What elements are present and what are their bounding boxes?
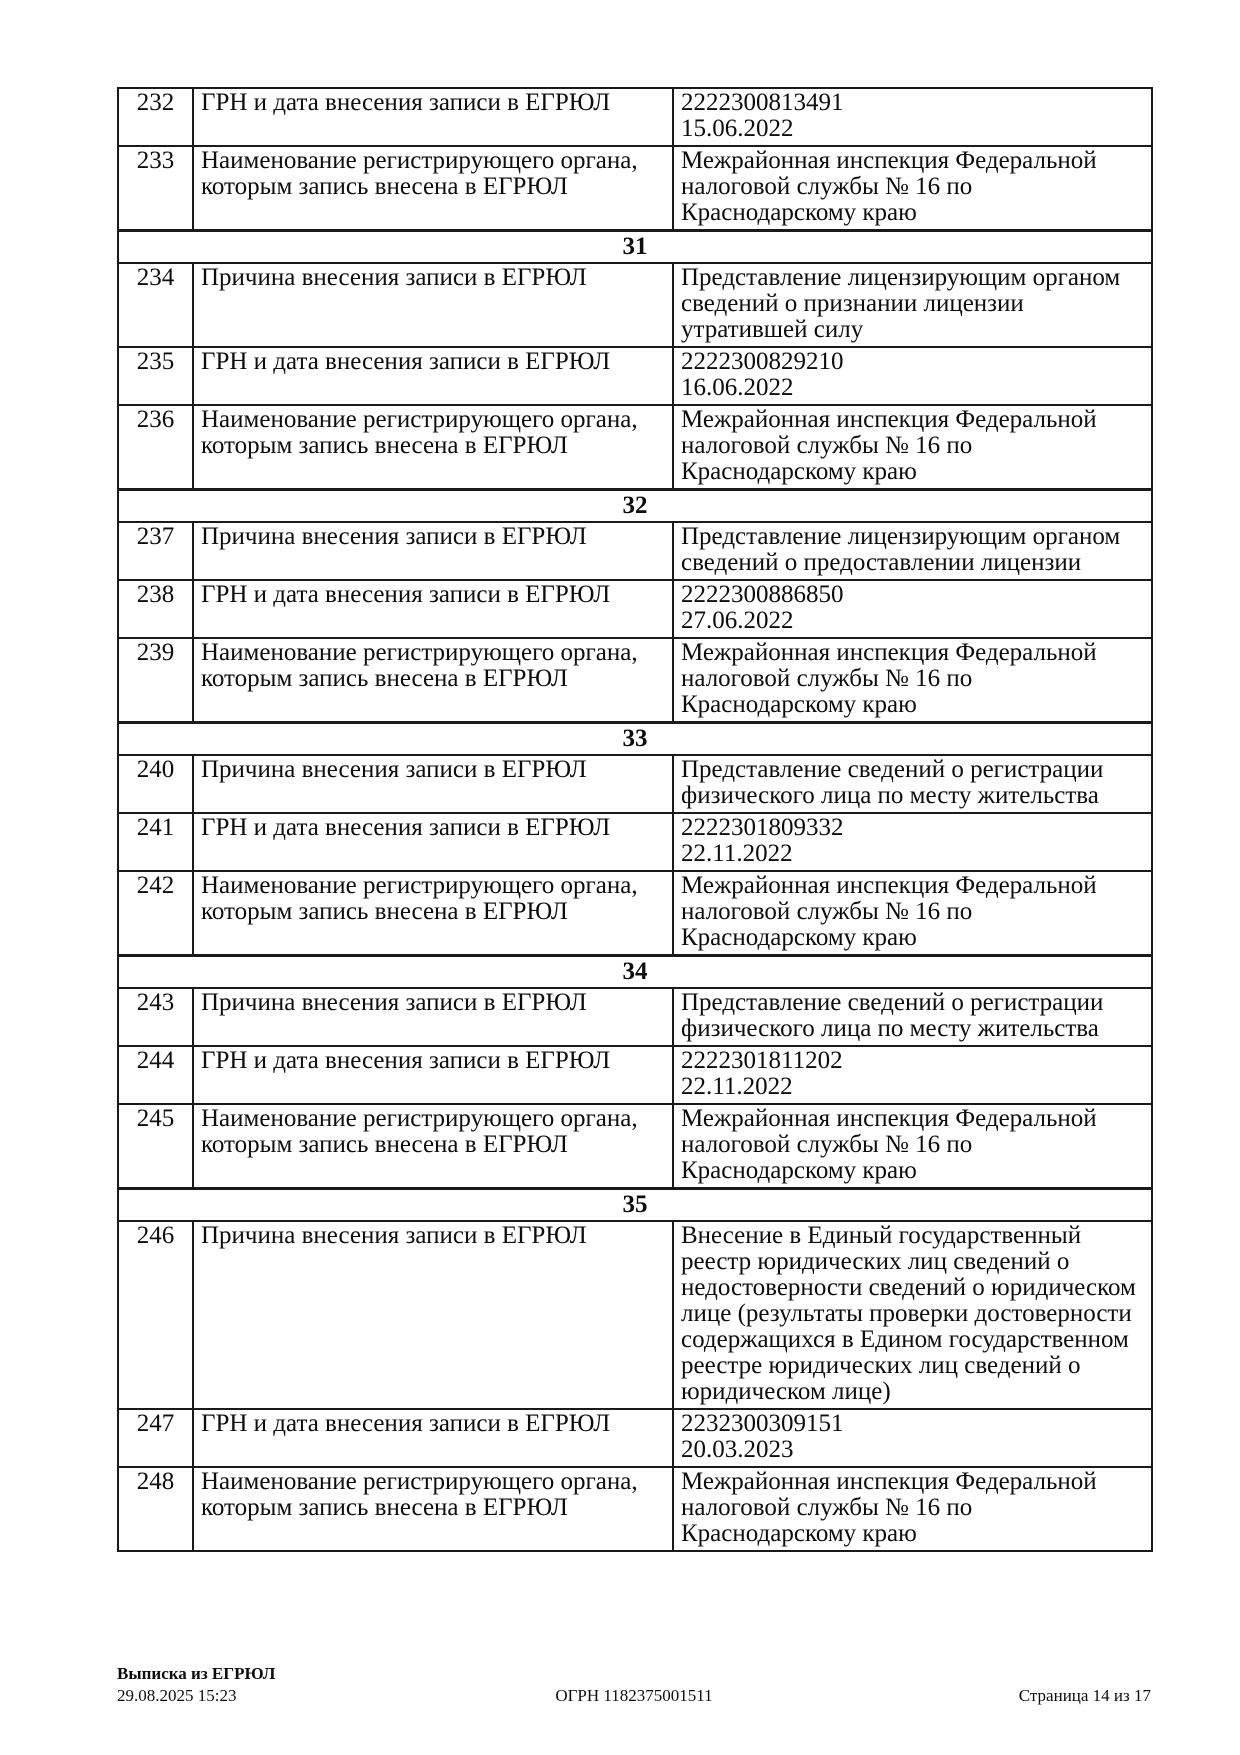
row-label: Причина внесения записи в ЕГРЮЛ	[193, 1221, 673, 1409]
section-number: 33	[118, 723, 1152, 756]
row-number: 239	[118, 638, 193, 723]
row-label: Наименование регистрирующего органа, которым запись внесена в ЕГРЮЛ	[193, 405, 673, 490]
row-label: Наименование регистрирующего органа, которым запись внесена в ЕГРЮЛ	[193, 871, 673, 956]
footer-page-number: Страница 14 из 17	[1018, 1686, 1151, 1705]
table-row	[118, 638, 1152, 723]
value-line: Краснодарскому краю	[681, 924, 917, 951]
row-label: Наименование регистрирующего органа, которым запись внесена в ЕГРЮЛ	[193, 638, 673, 723]
row-label: Наименование регистрирующего органа, которым запись внесена в ЕГРЮЛ	[193, 146, 673, 231]
row-number: 238	[118, 580, 193, 638]
table-row	[118, 263, 1152, 347]
value-line: Межрайонная инспекция Федеральной	[681, 872, 1097, 899]
value-line: реестре юридических лиц сведений о	[681, 1352, 1081, 1379]
section-number: 31	[118, 231, 1152, 264]
value-line: 2222300829210	[681, 348, 844, 375]
value-line: Краснодарскому краю	[681, 199, 917, 226]
row-value	[673, 1467, 1152, 1551]
section-row	[118, 1189, 1152, 1222]
value-line: 27.06.2022	[681, 607, 794, 634]
row-value	[673, 405, 1152, 490]
footer-meta-line	[117, 1685, 1151, 1707]
table-row	[118, 405, 1152, 490]
row-value	[673, 146, 1152, 231]
section-number: 32	[118, 490, 1152, 523]
value-line: сведений о признании лицензии	[681, 290, 1024, 317]
section-row	[118, 956, 1152, 989]
table-row	[118, 755, 1152, 813]
row-number: 245	[118, 1104, 193, 1189]
value-line: Представление сведений о регистрации	[681, 989, 1104, 1016]
row-value	[673, 522, 1152, 580]
row-label: Причина внесения записи в ЕГРЮЛ	[193, 522, 673, 580]
row-number: 232	[118, 88, 193, 146]
row-number: 241	[118, 813, 193, 871]
value-line: Краснодарскому краю	[681, 1157, 917, 1184]
row-value	[673, 638, 1152, 723]
footer-doc-title: Выписка из ЕГРЮЛ	[117, 1664, 276, 1683]
row-label: ГРН и дата внесения записи в ЕГРЮЛ	[193, 1409, 673, 1467]
row-value	[673, 755, 1152, 813]
row-number: 243	[118, 988, 193, 1046]
row-number: 242	[118, 871, 193, 956]
value-line: 20.03.2023	[681, 1436, 794, 1463]
value-line: 2222300813491	[681, 89, 844, 116]
value-line: реестр юридических лиц сведений о	[681, 1248, 1070, 1275]
value-line: налоговой службы № 16 по	[681, 665, 973, 692]
value-line: Межрайонная инспекция Федеральной	[681, 406, 1097, 433]
value-line: Краснодарскому краю	[681, 1520, 917, 1547]
value-line: налоговой службы № 16 по	[681, 173, 973, 200]
value-line: утратившей силу	[681, 316, 864, 343]
value-line: 22.11.2022	[681, 1073, 793, 1100]
value-line: налоговой службы № 16 по	[681, 898, 973, 925]
value-line: налоговой службы № 16 по	[681, 1494, 973, 1521]
row-value	[673, 263, 1152, 347]
row-number: 233	[118, 146, 193, 231]
table-row	[118, 1221, 1152, 1409]
row-number: 244	[118, 1046, 193, 1104]
table-row	[118, 871, 1152, 956]
row-value	[673, 1409, 1152, 1467]
value-line: 22.11.2022	[681, 840, 793, 867]
row-number: 240	[118, 755, 193, 813]
footer-datetime: 29.08.2025 15:23	[117, 1686, 237, 1705]
value-line: налоговой службы № 16 по	[681, 432, 973, 459]
value-line: лице (результаты проверки достоверности	[681, 1300, 1132, 1327]
section-row	[118, 490, 1152, 523]
value-line: 2222301809332	[681, 814, 844, 841]
row-number: 247	[118, 1409, 193, 1467]
value-line: Представление сведений о регистрации	[681, 756, 1104, 783]
table-row	[118, 146, 1152, 231]
value-line: Межрайонная инспекция Федеральной	[681, 1468, 1097, 1495]
table-row	[118, 347, 1152, 405]
value-line: 2222300886850	[681, 581, 844, 608]
row-value	[673, 1104, 1152, 1189]
row-label: Причина внесения записи в ЕГРЮЛ	[193, 263, 673, 347]
footer-ogrn: ОГРН 1182375001511	[555, 1686, 713, 1705]
table-row	[118, 1467, 1152, 1551]
table-row	[118, 522, 1152, 580]
row-label: ГРН и дата внесения записи в ЕГРЮЛ	[193, 347, 673, 405]
row-label: ГРН и дата внесения записи в ЕГРЮЛ	[193, 88, 673, 146]
row-value	[673, 871, 1152, 956]
value-line: физического лица по месту жительства	[681, 782, 1099, 809]
egrul-table-body	[118, 88, 1152, 1551]
page-footer	[117, 1663, 1151, 1707]
table-row	[118, 1104, 1152, 1189]
value-line: Межрайонная инспекция Федеральной	[681, 147, 1097, 174]
row-label: Причина внесения записи в ЕГРЮЛ	[193, 755, 673, 813]
section-number: 34	[118, 956, 1152, 989]
row-label: ГРН и дата внесения записи в ЕГРЮЛ	[193, 1046, 673, 1104]
row-value	[673, 813, 1152, 871]
value-line: 2222301811202	[681, 1047, 843, 1074]
value-line: содержащихся в Едином государственном	[681, 1326, 1129, 1353]
value-line: Внесение в Единый государственный	[681, 1222, 1082, 1249]
value-line: Краснодарскому краю	[681, 691, 917, 718]
table-row	[118, 580, 1152, 638]
value-line: Представление лицензирующим органом	[681, 523, 1121, 550]
row-value	[673, 580, 1152, 638]
value-line: Межрайонная инспекция Федеральной	[681, 1105, 1097, 1132]
row-number: 246	[118, 1221, 193, 1409]
row-number: 236	[118, 405, 193, 490]
table-row	[118, 1409, 1152, 1467]
value-line: 2232300309151	[681, 1410, 844, 1437]
row-label: ГРН и дата внесения записи в ЕГРЮЛ	[193, 580, 673, 638]
table-row	[118, 88, 1152, 146]
section-row	[118, 723, 1152, 756]
value-line: Представление лицензирующим органом	[681, 264, 1121, 291]
table-row	[118, 1046, 1152, 1104]
row-number: 235	[118, 347, 193, 405]
row-number: 248	[118, 1467, 193, 1551]
row-value	[673, 347, 1152, 405]
row-label: Наименование регистрирующего органа, которым запись внесена в ЕГРЮЛ	[193, 1467, 673, 1551]
row-value	[673, 88, 1152, 146]
value-line: юридическом лице)	[681, 1378, 891, 1405]
row-value	[673, 1221, 1152, 1409]
value-line: Краснодарскому краю	[681, 458, 917, 485]
value-line: 16.06.2022	[681, 374, 794, 401]
value-line: сведений о предоставлении лицензии	[681, 549, 1082, 576]
egrul-records-table	[117, 87, 1153, 1552]
table-row	[118, 988, 1152, 1046]
section-row	[118, 231, 1152, 264]
row-number: 234	[118, 263, 193, 347]
section-number: 35	[118, 1189, 1152, 1222]
table-row	[118, 813, 1152, 871]
row-value	[673, 1046, 1152, 1104]
row-label: Наименование регистрирующего органа, которым запись внесена в ЕГРЮЛ	[193, 1104, 673, 1189]
row-label: Причина внесения записи в ЕГРЮЛ	[193, 988, 673, 1046]
value-line: физического лица по месту жительства	[681, 1015, 1099, 1042]
value-line: недостоверности сведений о юридическом	[681, 1274, 1136, 1301]
value-line: Межрайонная инспекция Федеральной	[681, 639, 1097, 666]
value-line: 15.06.2022	[681, 115, 794, 142]
value-line: налоговой службы № 16 по	[681, 1131, 973, 1158]
row-label: ГРН и дата внесения записи в ЕГРЮЛ	[193, 813, 673, 871]
row-number: 237	[118, 522, 193, 580]
row-value	[673, 988, 1152, 1046]
